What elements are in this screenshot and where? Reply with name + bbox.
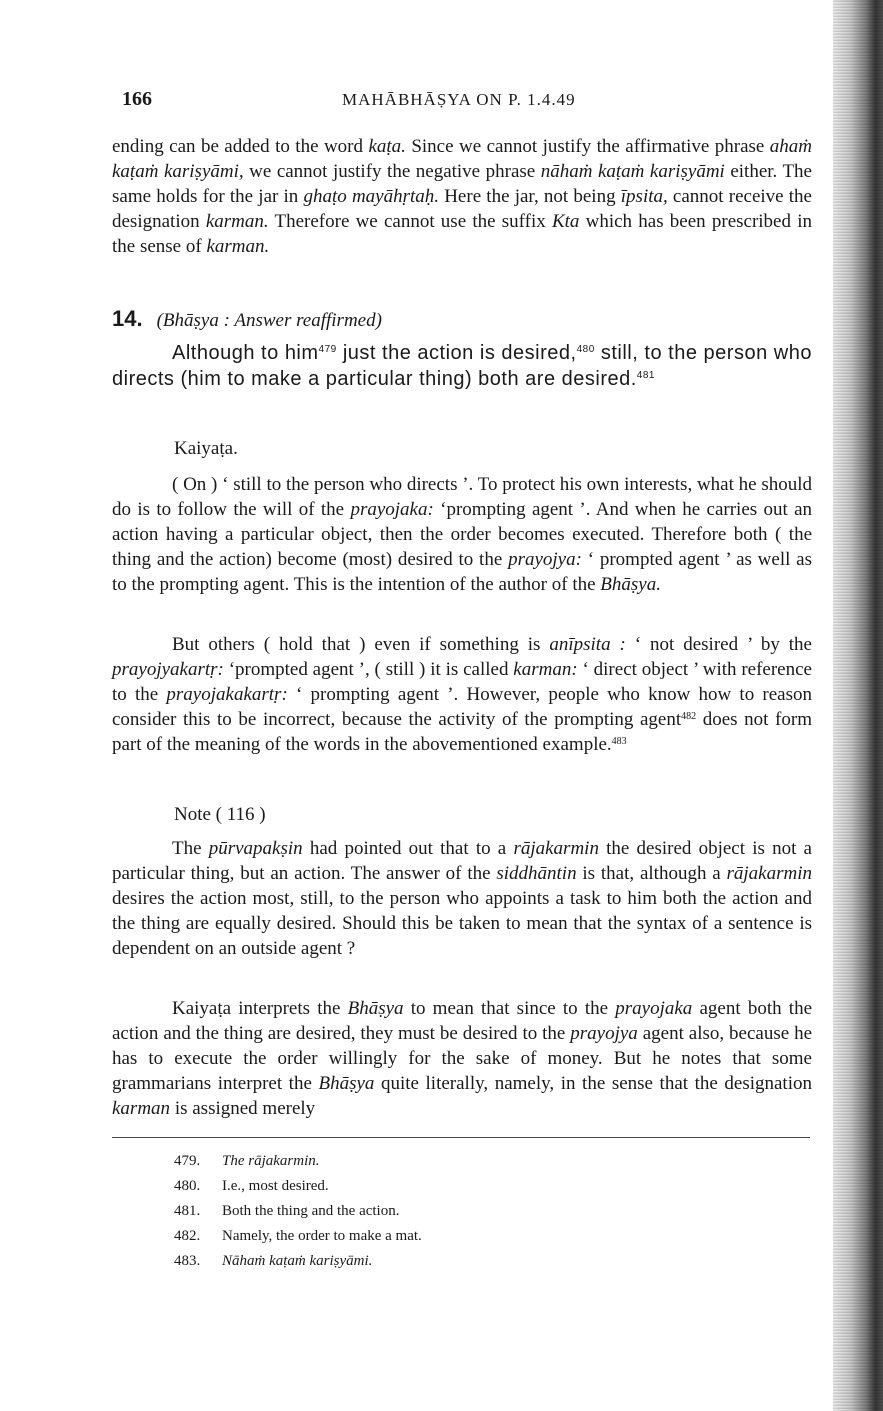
- bhashya-text: Although to him$^{479}$ just the action is desired,$^{480}$ still, to the person who directs (him to make a particular thing) both are desired.$^{481}$: [112, 342, 812, 390]
- section-heading: [112, 306, 382, 332]
- footnote-ref-483[interactable]: 483: [611, 736, 627, 747]
- running-title: MAHĀBHĀṢYA ON P. 1.4.49: [342, 90, 576, 109]
- note-paragraph-1: The pūrvapakṣin had pointed out that to a rājakarmin the desired object is not a particular thing, but an action. The answer of the siddhāntin is that, although a rājakarmin desires the action most, still, to the person who appoints a task to him both the action and the thing are equally desired. Should this be taken to mean that the syntax of a sentence is dependent on an outside agent ?: [112, 838, 812, 959]
- footnote-ref-480[interactable]: 480: [576, 344, 595, 355]
- footnote-divider: [112, 1137, 810, 1138]
- page-header: [122, 88, 822, 118]
- note-paragraph-2: Kaiyaṭa interprets the Bhāṣya to mean that since to the prayojaka agent both the action and the thing are desired, they must be desired to the prayojya agent also, because he has to execute the order willingly for the sake of money. But he notes that some grammarians interpret the Bhāṣya quite literally, namely, in the sense that the designation karman is assigned merely: [112, 998, 812, 1119]
- kaiyata-paragraph-2: But others ( hold that ) even if something is anīpsita : ‘ not desired ’ by the prayojyakartṛ: ‘prompted agent ’, ( still ) it is called karman: ‘ direct object ’ with reference to the prayojakakartṛ: ‘ prompting agent ’. However, people who know how to reason consider this to be incorrect, because the activity of the prompting agent$^{482}$ does not form part of the meaning of the words in the abovementioned example.$^{483}$: [112, 634, 813, 755]
- note-heading: Note ( 116 ): [174, 804, 266, 825]
- footnote-479: 479. The rājakarmin.: [174, 1153, 320, 1169]
- kaiyata-heading: Kaiyaṭa.: [174, 438, 238, 459]
- book-spine-shadow: [833, 0, 883, 1411]
- footnote-ref-482[interactable]: 482: [681, 711, 697, 722]
- kaiyata-paragraph-1: ( On ) ‘ still to the person who directs ’. To protect his own interests, what he should do is to follow the will of the prayojaka: ‘prompting agent ’. And when he carries out an action having a particular object, then the order becomes executed. Therefore both ( the thing and the action) become (most) desired to the prayojya: ‘ prompted agent ’ as well as to the prompting agent. This is the intention of the author of the Bhāṣya.: [112, 474, 813, 595]
- footnote-480: 480. I.e., most desired.: [174, 1178, 329, 1194]
- page-number: 166: [122, 88, 152, 110]
- footnote-ref-479[interactable]: 479: [318, 344, 337, 355]
- section-number: 14.: [112, 306, 143, 331]
- footnote-481: 481. Both the thing and the action.: [174, 1203, 400, 1219]
- footnote-483: 483. Nāhaṁ kaṭaṁ kariṣyāmi.: [174, 1253, 373, 1269]
- footnote-ref-481[interactable]: 481: [636, 370, 655, 381]
- section-title: (Bhāṣya : Answer reaffirmed): [156, 310, 382, 331]
- opening-paragraph: ending can be added to the word kaṭa. Since we cannot justify the affirmative phrase ahaṁ kaṭaṁ kariṣyāmi, we cannot justify the negative phrase nāhaṁ kaṭaṁ kariṣyāmi either. The same holds for the jar in ghaṭo mayāhṛtaḥ. Here the jar, not being īpsita, cannot receive the designation karman. Therefore we cannot use the suffix Kta which has been prescribed in the sense of karman.: [112, 136, 813, 257]
- footnote-482: 482. Namely, the order to make a mat.: [174, 1228, 422, 1244]
